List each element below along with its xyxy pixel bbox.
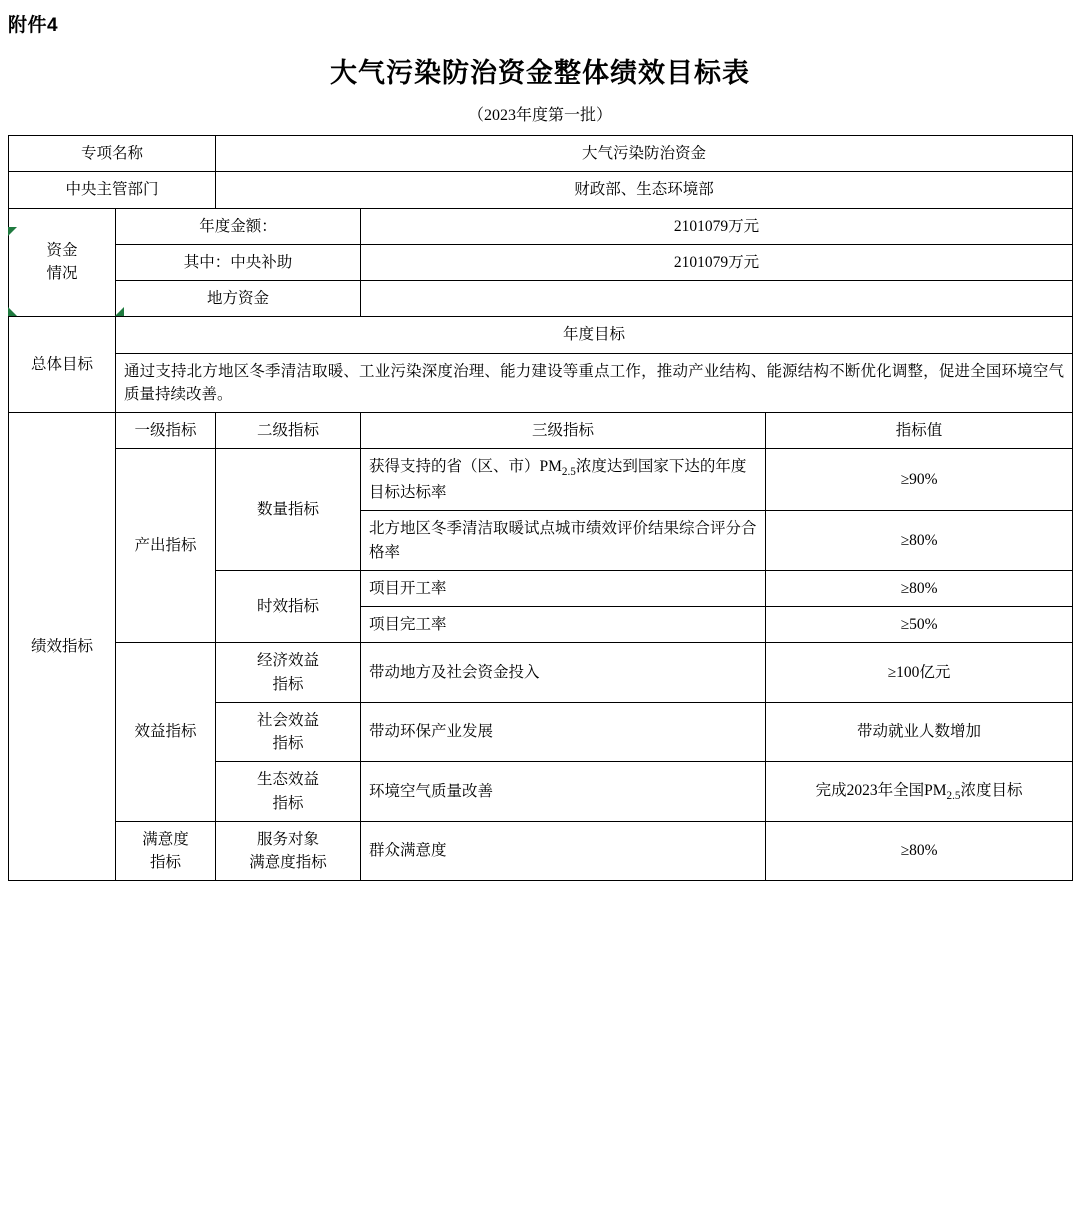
- green-corner-marker: [8, 307, 17, 316]
- level1-output: 产出指标: [116, 449, 216, 643]
- performance-goal-table: [8, 135, 1073, 881]
- indicator-value: ≥80%: [766, 511, 1073, 571]
- level2-line1: 生态效益: [257, 771, 320, 789]
- table-row-output-quantity-1: [9, 449, 1073, 511]
- header-level2: 二级指标: [216, 413, 361, 449]
- table-row-overall-header: [9, 317, 1073, 353]
- level3-indicator: 项目完工率: [361, 607, 766, 643]
- department-label: 中央主管部门: [9, 172, 216, 208]
- value-text-pre: 完成2023年全国PM: [815, 781, 947, 799]
- level1-benefit: 效益指标: [116, 643, 216, 822]
- funding-annual-label: 年度金额：: [116, 208, 361, 244]
- level1-satisfaction: [116, 821, 216, 881]
- level3-indicator: 带动环保产业发展: [361, 702, 766, 762]
- indicator-value: ≥50%: [766, 607, 1073, 643]
- overall-goal-label: 总体目标: [9, 317, 116, 413]
- header-level3: 三级指标: [361, 413, 766, 449]
- indicator-value: ≥80%: [766, 821, 1073, 881]
- page-subtitle: （2023年度第一批）: [467, 107, 612, 124]
- green-corner-marker: [8, 227, 17, 236]
- page-title: 大气污染防治资金整体绩效目标表: [330, 58, 750, 88]
- level2-line2: 满意度指标: [249, 854, 327, 872]
- value-text-sub: 2.5: [946, 789, 961, 802]
- indicator-value: [766, 762, 1073, 822]
- level2-line2: 指标: [272, 675, 304, 693]
- level3-indicator: 环境空气质量改善: [361, 762, 766, 822]
- program-name-value: 大气污染防治资金: [216, 136, 1073, 172]
- level2-line2: 指标: [272, 794, 304, 812]
- green-corner-marker: [115, 307, 124, 316]
- funding-annual-value: 2101079万元: [361, 208, 1073, 244]
- indicator-value: ≥80%: [766, 570, 1073, 606]
- level3-indicator: 群众满意度: [361, 821, 766, 881]
- funding-central-value: 2101079万元: [361, 244, 1073, 280]
- indicator-value: ≥100亿元: [766, 643, 1073, 703]
- level2-service-satisfaction: [216, 821, 361, 881]
- overall-goal-header: 年度目标: [116, 317, 1073, 353]
- table-row-overall-text: [9, 353, 1073, 413]
- funding-section-label: [9, 208, 116, 317]
- level2-social-benefit: [216, 702, 361, 762]
- table-row-funding-central: [9, 244, 1073, 280]
- level3-indicator: 带动地方及社会资金投入: [361, 643, 766, 703]
- funding-local-label: 地方资金: [116, 281, 361, 317]
- funding-label-line2: 情况: [46, 265, 78, 283]
- table-row-satisfaction: [9, 821, 1073, 881]
- indicator-value: 带动就业人数增加: [766, 702, 1073, 762]
- level2-timeliness: 时效指标: [216, 570, 361, 643]
- performance-section-label: 绩效指标: [9, 413, 116, 881]
- header-level1: 一级指标: [116, 413, 216, 449]
- level2-economic-benefit: [216, 643, 361, 703]
- table-row-funding-local: [9, 281, 1073, 317]
- table-row-funding-annual: [9, 208, 1073, 244]
- level3-indicator: [361, 449, 766, 511]
- program-name-label: 专项名称: [9, 136, 216, 172]
- table-row-performance-headers: [9, 413, 1073, 449]
- level2-line1: 社会效益: [257, 711, 320, 729]
- level1-line1: 满意度: [142, 830, 189, 848]
- level1-line2: 指标: [150, 854, 182, 872]
- value-text-post: 浓度目标: [960, 781, 1023, 799]
- level3-text-sub: 2.5: [561, 466, 576, 479]
- level2-line1: 服务对象: [257, 830, 320, 848]
- level2-quantity: 数量指标: [216, 449, 361, 571]
- level3-indicator: 项目开工率: [361, 570, 766, 606]
- department-value: 财政部、生态环境部: [216, 172, 1073, 208]
- level3-text-post: 浓度达到国家下达的年度目标达标率: [369, 458, 747, 502]
- table-row-program-name: [9, 136, 1073, 172]
- document-page: [0, 10, 1080, 1230]
- table-row-benefit-economic: [9, 643, 1073, 703]
- overall-goal-text: 通过支持北方地区冬季清洁取暖、工业污染深度治理、能力建设等重点工作，推动产业结构、能源结构不断优化调整，促进全国环境空气质量持续改善。: [116, 353, 1073, 413]
- level2-line1: 经济效益: [257, 652, 320, 670]
- funding-central-label: 其中：中央补助: [116, 244, 361, 280]
- level2-line2: 指标: [272, 735, 304, 753]
- level3-indicator: 北方地区冬季清洁取暖试点城市绩效评价结果综合评分合格率: [361, 511, 766, 571]
- funding-local-value: [361, 281, 1073, 317]
- table-row-department: [9, 172, 1073, 208]
- funding-label-line1: 资金: [46, 242, 78, 260]
- level3-text-pre: 获得支持的省（区、市）PM: [369, 458, 562, 476]
- indicator-value: ≥90%: [766, 449, 1073, 511]
- header-value: 指标值: [766, 413, 1073, 449]
- attachment-label: 附件4: [8, 15, 59, 36]
- level2-ecological-benefit: [216, 762, 361, 822]
